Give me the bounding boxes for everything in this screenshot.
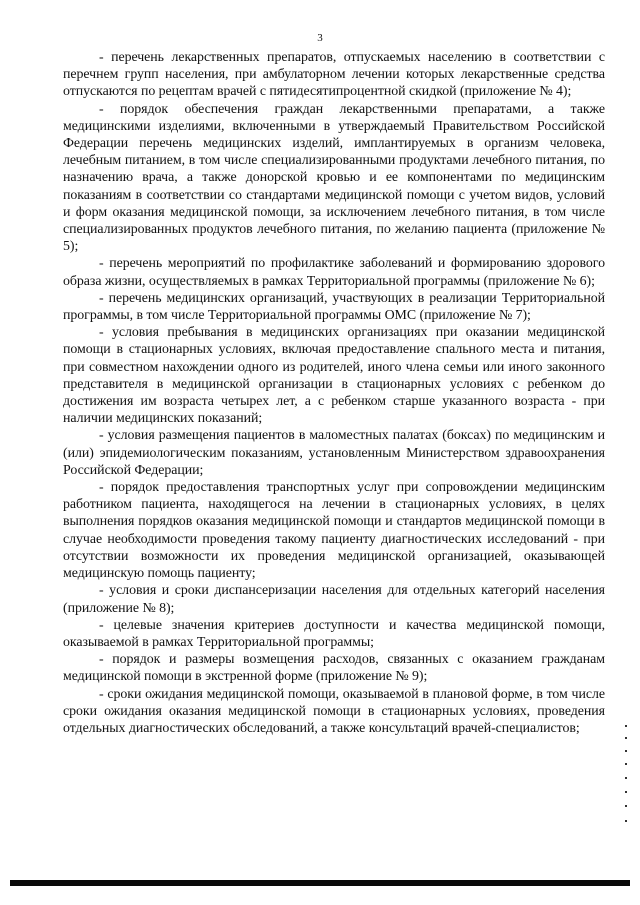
list-item-small-ward-placement: - условия размещения пациентов в маломестных палатах (боксах) по медицинским и (или) эпидемиологическим показаниям, установленным Министерством здравоохранения Российской Федерации; [63, 428, 605, 478]
scan-edge-marks [625, 725, 631, 835]
list-item-waiting-times: - сроки ожидания медицинской помощи, оказываемой в плановой форме, в том числе сроки ожидания оказания медицинской помощи в стационарных условиях, проведения отдельных диагностических обследований, а также консультаций врачей-специалистов; [63, 686, 605, 736]
document-body [63, 49, 605, 737]
list-item-quality-criteria: - целевые значения критериев доступности и качества медицинской помощи, оказываемой в рамках Территориальной программы; [63, 617, 605, 650]
bottom-scan-border [10, 880, 630, 886]
list-item-prevention-measures: - перечень мероприятий по профилактике заболеваний и формированию здорового образа жизни, осуществляемых в рамках Территориальной программы (приложение № 6); [63, 256, 605, 289]
list-item-transport-services: - порядок предоставления транспортных услуг при сопровождении медицинским работником пациента, находящегося на лечении в стационарных условиях, в целях выполнения порядков оказания медицинской помощи и стандартов медицинской помощи в случае необходимости проведения такому пациенту диагностических исследований - при отсутствии возможности их проведения медицинской организацией, оказывающей медицинскую помощь пациенту; [63, 480, 605, 582]
page-number: 3 [317, 32, 323, 44]
list-item-medicines-provision: - порядок обеспечения граждан лекарственными препаратами, а также медицинскими изделиями, включенными в утверждаемый Правительством Российской Федерации перечень медицинских изделий, имплантируемых в организм человека, лечебным питанием, в том числе специализированными продуктами лечебного питания, по назначению врача, а также донорской кровью и ее компонентами по медицинским показаниям в соответствии со стандартами медицинской помощи с учетом видов, условий и форм оказания медицинской помощи, за исключением лечебного питания, в том числе специализированных продуктов лечебного питания, по желанию пациента (приложение № 5); [63, 101, 605, 255]
list-item-emergency-reimbursement: - порядок и размеры возмещения расходов, связанных с оказанием гражданам медицинской помощи в экстренной форме (приложение № 9); [63, 652, 605, 685]
list-item-hospital-stay-conditions: - условия пребывания в медицинских организациях при оказании медицинской помощи в стационарных условиях, включая предоставление спального места и питания, при совместном нахождении одного из родителей, иного члена семьи или иного законного представителя в медицинской организации в стационарных условиях с ребенком до достижения им возраста четырех лет, а с ребенком старше указанного возраста - при наличии медицинских показаний; [63, 325, 605, 427]
list-item-dispensarization: - условия и сроки диспансеризации населения для отдельных категорий населения (приложение № 8); [63, 583, 605, 616]
list-item-medicines-discount: - перечень лекарственных препаратов, отпускаемых населению в соответствии с перечнем групп населения, при амбулаторном лечении которых лекарственные средства отпускаются по рецептам врачей с пятидесятипроцентной скидкой (приложение № 4); [63, 50, 605, 100]
list-item-medical-organizations: - перечень медицинских организаций, участвующих в реализации Территориальной программы, в том числе Территориальной программы ОМС (приложение № 7); [63, 290, 605, 324]
